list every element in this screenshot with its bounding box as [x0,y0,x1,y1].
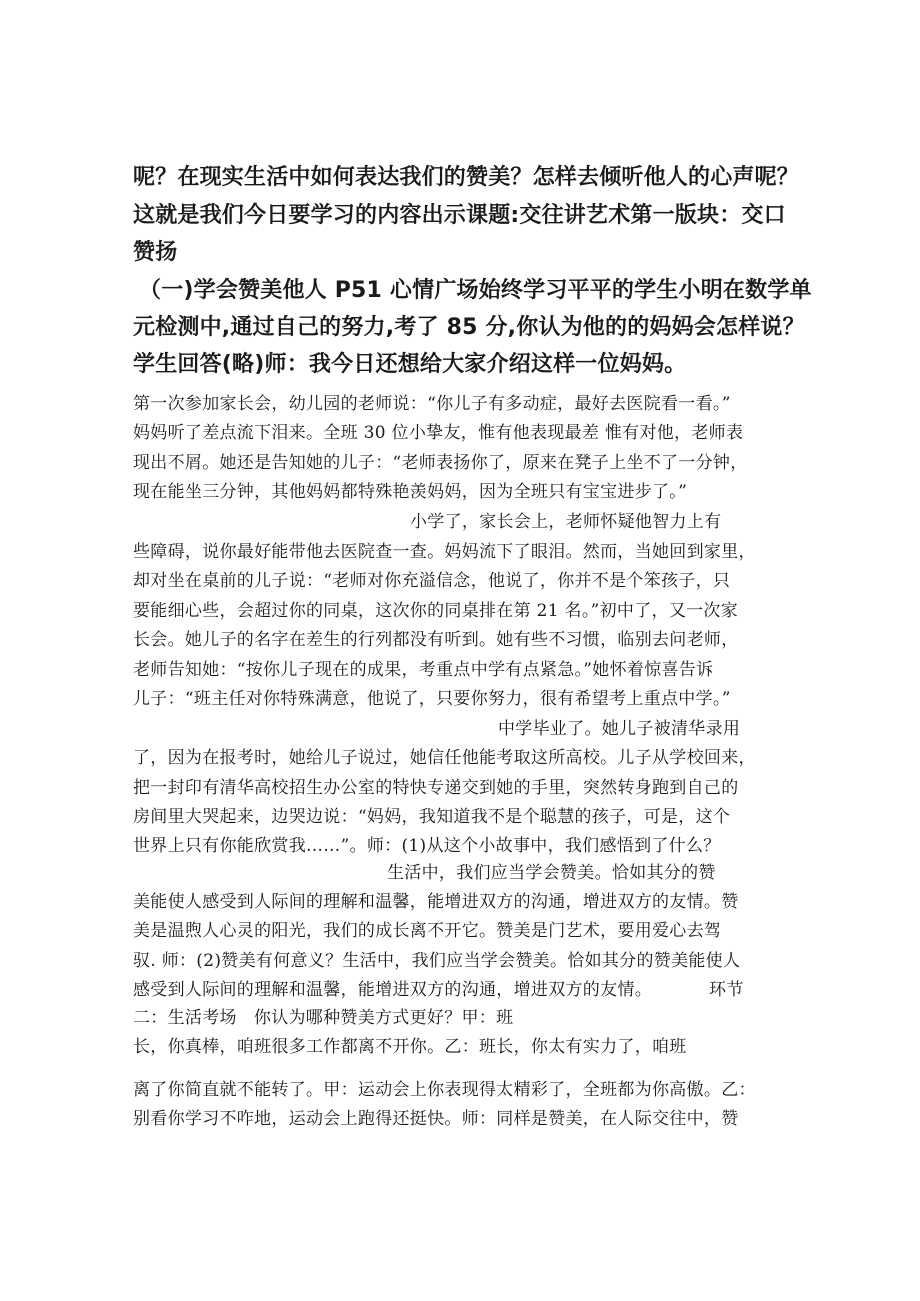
body-line: 房间里大哭起来，边哭边说：“妈妈，我知道我不是个聪慧的孩子，可是，这个 [133,807,731,827]
body-line: 别看你学习不咋地，运动会上跑得还挺快。师：同样是赞美，在人际交往中，赞 [133,1109,739,1129]
body-line: 中学毕业了。她儿子被清华录用 [498,719,741,739]
heading-line: 赞扬 [133,240,178,265]
body-line: 美是温煦人心灵的阳光，我们的成长离不开它。赞美是门艺术，要用爱心去驾 [133,921,722,941]
body-line: 世界上只有你能欣赏我……”。师：(1)从这个小故事中，我们感悟到了什么？ [133,836,721,856]
body-line: 要能细心些，会超过你的同桌，这次你的同桌排在第 21 名。”初中了，又一次家 [133,601,739,621]
body-line: 了，因为在报考时，她给儿子说过，她信任他能考取这所高校。儿子从学校回来， [133,748,756,768]
heading-line: （一)学会赞美他人 P51 心情广场始终学习平平的学生小明在数学单 [139,278,812,303]
body-line: 二：生活考场 你认为哪种赞美方式更好？甲：班 [133,1008,514,1028]
body-line: 感受到人际间的理解和温馨，能增进双方的沟通，增进双方的友情。 环节 [133,980,744,1000]
heading-line: 这就是我们今日要学习的内容出示课题:交往讲艺术第一版块：交口 [133,203,786,228]
body-line: 却对坐在桌前的儿子说：“老师对你充溢信念，他说了，你并不是个笨孩子，只 [133,571,731,591]
body-line: 妈妈听了差点流下泪来。全班 30 位小挚友，惟有他表现最差 惟有对他，老师表 [133,423,744,443]
body-line: 美能使人感受到人际间的理解和温馨，能增进双方的沟通，增进双方的友情。赞 [133,892,739,912]
body-line: 老师告知她：“按你儿子现在的成果，考重点中学有点紧急。”她怀着惊喜告诉 [133,660,714,680]
heading-line: 元检测中,通过自己的努力,考了 85 分,你认为他的的妈妈会怎样说？ [133,315,805,340]
body-line: 小学了，家长会上，老师怀疑他智力上有 [410,512,722,532]
heading-line: 呢？在现实生活中如何表达我们的赞美？怎样去倾听他人的心声呢？ [133,165,800,190]
body-line: 第一次参加家长会，幼儿园的老师说：“你儿子有多动症，最好去医院看一看。” [133,394,731,414]
body-line: 些障碍，说你最好能带他去医院查一查。妈妈流下了眼泪。然而，当她回到家里， [133,542,756,562]
body-line: 儿子：“班主任对你特殊满意，他说了，只要你努力，很有希望考上重点中学。” [133,689,731,709]
heading-line: 学生回答(略)师：我今日还想给大家介绍这样一位妈妈。 [133,352,687,377]
body-line: 离了你简直就不能转了。甲：运动会上你表现得太精彩了，全班都为你高傲。乙： [133,1080,756,1100]
body-line: 长会。她儿子的名字在差生的行列都没有听到。她有些不习惯，临别去问老师， [133,630,739,650]
body-line: 现在能坐三分钟，其他妈妈都特殊艳羡妈妈，因为全班只有宝宝进步了。” [133,482,688,502]
body-line: 现出不屑。她还是告知她的儿子：“老师表扬你了，原来在凳子上坐不了一分钟， [133,453,748,473]
body-line: 长，你真棒，咱班很多工作都离不开你。乙：班长，你太有实力了，咱班 [133,1037,687,1057]
body-line: 驭. 师：(2)赞美有何意义？生活中，我们应当学会赞美。恰如其分的赞美能使人 [133,951,741,971]
body-line: 生活中，我们应当学会赞美。恰如其分的赞 [387,863,716,883]
body-line: 把一封印有清华高校招生办公室的特快专递交到她的手里，突然转身跑到自己的 [133,778,739,798]
